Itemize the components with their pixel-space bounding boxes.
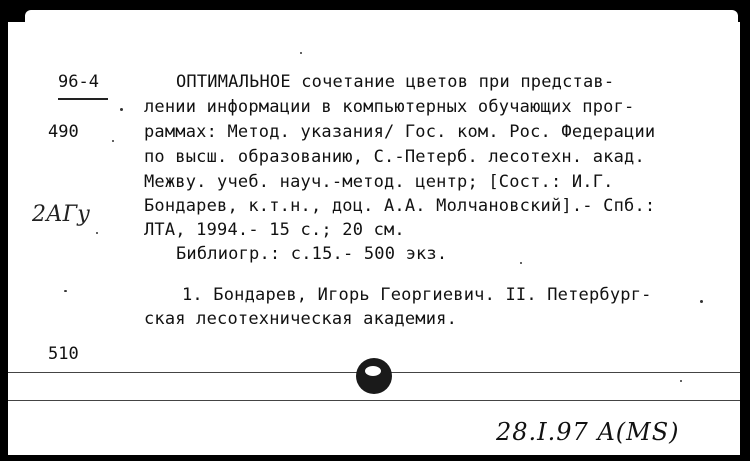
entry-line: лении информации в компьютерных обучающих прог- xyxy=(144,97,635,117)
tracing-line: ская лесотехническая академия. xyxy=(144,309,458,329)
entry-line: Межву. учеб. науч.-метод. центр; [Сост.: И.Г. xyxy=(144,172,614,192)
entry-line: раммах: Метод. указания/ Гос. ком. Рос. Федерации xyxy=(144,122,656,142)
scan-speck xyxy=(112,140,114,142)
tracing-line: 1. Бондарев, Игорь Георгиевич. II. Петербург- xyxy=(182,285,652,305)
scan-border-top xyxy=(0,0,750,22)
scan-speck xyxy=(680,380,682,382)
scan-border-right xyxy=(740,0,750,461)
punch-hole xyxy=(356,358,392,394)
scan-speck xyxy=(300,52,302,54)
scan-speck xyxy=(700,300,703,303)
scan-speck xyxy=(96,232,98,234)
scan-speck xyxy=(520,262,522,264)
scan-border-bottom xyxy=(0,455,750,461)
entry-line: Бондарев, к.т.н., доц. А.А. Молчановский].- Спб.: xyxy=(144,196,656,216)
entry-line: по высш. образованию, С.-Петерб. лесотехн. акад. xyxy=(144,147,645,167)
shelf-number: 510 xyxy=(48,344,79,364)
call-number-mid: 490 xyxy=(48,122,79,142)
call-number-top: 96-4 xyxy=(58,72,99,92)
card-rule xyxy=(8,400,740,401)
bibliography-note: Библиогр.: с.15.- 500 экз. xyxy=(176,244,448,264)
scan-speck xyxy=(120,108,123,111)
handwritten-code: 2АГу xyxy=(32,202,90,227)
entry-line: ЛТА, 1994.- 15 с.; 20 см. xyxy=(144,220,405,240)
call-number-divider xyxy=(58,98,108,100)
scan-speck xyxy=(64,290,67,292)
entry-line: ОПТИМАЛЬНОЕ сочетание цветов при представ- xyxy=(176,72,615,92)
scan-border-left xyxy=(0,0,8,461)
handwritten-date: 28.I.97 A(MS) xyxy=(496,418,680,446)
